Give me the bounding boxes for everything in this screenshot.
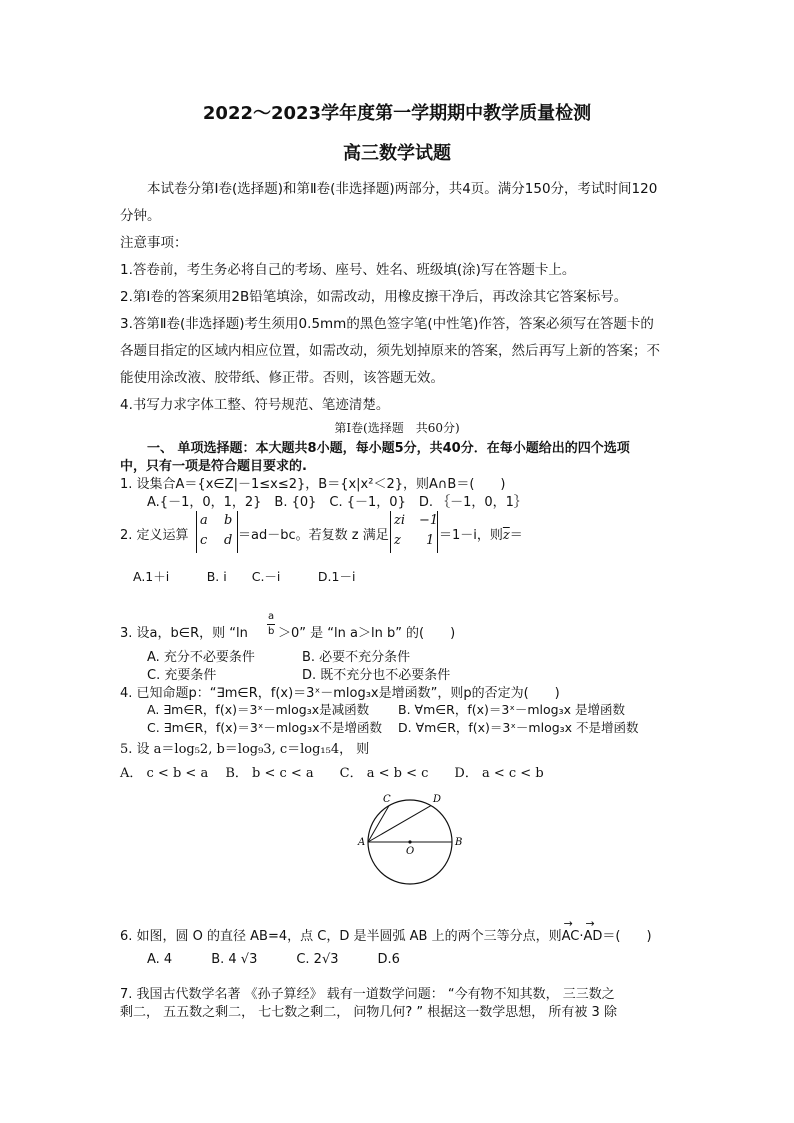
det2-zi: zi	[394, 513, 406, 528]
det1-c: c	[200, 533, 208, 548]
q4-option-d: D. ∀m∈R，f(x)＝3ˣ－mlog₃x 不是增函数	[398, 720, 639, 735]
notice-item-1: 1.答卷前，考生务必将自己的考场、座号、姓名、班级填(涂)写在答题卡上。	[120, 262, 576, 278]
q3-frac-denominator: b	[268, 626, 275, 637]
q6-stem-pre: 6. 如图，圆 O 的直径 AB=4，点 C，D 是半圆弧 AB 上的两个三等分点，则	[120, 929, 562, 944]
q4-option-a: A. ∃m∈R，f(x)＝3ˣ－mlog₃x是减函数	[147, 702, 370, 717]
q7-line-2: 剩二， 五五数之剩二， 七七数之剩二， 问物几何? ” 根据这一数学思想， 所有被 3 除	[120, 1005, 617, 1020]
q3-option-d: D. 既不充分也不必要条件	[302, 668, 451, 683]
q5-stem: 5. 设 a＝log₅2, b＝log₉3, c＝log₁₅4， 则	[120, 742, 370, 757]
q2-z-conjugate: $\overline{z}$	[502, 528, 510, 543]
q3-option-c: C. 充要条件	[147, 668, 217, 683]
q2-determinant-1	[196, 511, 238, 553]
q5-options: A． c < b < a B． b < c < a C． a < b < c D． a < c < b	[120, 766, 544, 781]
q3-frac-bar	[267, 624, 275, 625]
q2-equals: ＝	[509, 528, 523, 543]
label-a: A	[358, 837, 366, 848]
det2-neg1: −1	[419, 513, 439, 528]
intro-line-2: 分钟。	[120, 208, 161, 224]
q6-dot: ·	[579, 929, 584, 944]
label-b: B	[455, 837, 463, 848]
section-header: 第Ⅰ卷(选择题 共60分)	[334, 421, 460, 435]
q4-stem: 4. 已知命题p：“∃m∈R，f(x)＝3ˣ－mlog₃x是增函数”，则p的否定为( )	[120, 686, 560, 701]
det2-z: z	[394, 533, 401, 548]
q1-options: A.{－1，0，1，2} B. {0} C. {－1，0} D. ｛－1，0，1｝	[147, 495, 527, 510]
segment-ad	[368, 806, 431, 842]
notice-item-3-line-2: 各题目指定的区域内相应位置，如需改动，须先划掉原来的答案，然后再写上新的答案；不	[120, 343, 660, 359]
q6-vector-ac: → AC	[562, 929, 580, 944]
q3-option-a: A. 充分不必要条件	[147, 650, 255, 665]
label-d: D	[433, 794, 442, 805]
exam-title: 2022～2023学年度第一学期期中教学质量检测	[202, 103, 592, 124]
q6-options: A. 4 B. 4 √3 C. 2√3 D.6	[147, 952, 400, 967]
det1-d: d	[224, 533, 233, 548]
notice-heading: 注意事项：	[120, 235, 188, 251]
notice-item-3-line-3: 能使用涂改液、胶带纸、修正带。否则，该答题无效。	[120, 370, 444, 386]
q2-options: A.1＋i B. i C.－i D.1－i	[133, 569, 356, 584]
q4-option-c: C. ∃m∈R，f(x)＝3ˣ－mlog₃x不是增函数	[147, 720, 383, 735]
label-o: O	[406, 846, 415, 857]
section-instructions-line-2: 中，只有一项是符合题目要求的.	[120, 459, 307, 474]
notice-item-3-line-1: 3.答第Ⅱ卷(非选择题)考生须用0.5mm的黑色签字笔(中性笔)作答，答案必须写在答题卡的	[120, 316, 654, 332]
label-c: C	[383, 794, 391, 805]
q6-vector-ad: → AD	[583, 929, 602, 944]
section-instructions-line-1: 一、 单项选择题：本大题共8小题，每小题5分，共40分．在每小题给出的四个选项	[147, 441, 630, 456]
q3-stem-pre: 3. 设a，b∈R，则 “ln	[120, 626, 248, 641]
q2-middle: ＝ad－bc。若复数 z 满足	[238, 528, 389, 543]
q3-stem-post: ＞0” 是 “ln a＞ln b” 的( )	[278, 626, 456, 641]
notice-item-2: 2.第Ⅰ卷的答案须用2B铅笔填涂，如需改动，用橡皮擦干净后，再改涂其它答案标号。	[120, 289, 628, 305]
det1-b: b	[224, 513, 233, 528]
q2-determinant-2	[390, 511, 438, 553]
exam-subtitle: 高三数学试题	[343, 143, 451, 164]
q3-frac-numerator: a	[268, 611, 275, 622]
q7-line-1: 7. 我国古代数学名著 《孙子算经》 载有一道数学问题： “今有物不知其数， 三三数之	[120, 987, 615, 1002]
center-point	[408, 840, 411, 843]
q4-option-b: B. ∀m∈R，f(x)＝3ˣ－mlog₃x 是增函数	[398, 702, 625, 717]
q2-prefix: 2. 定义运算	[120, 528, 189, 543]
intro-line-1: 本试卷分第Ⅰ卷(选择题)和第Ⅱ卷(非选择题)两部分，共4页。满分150分，考试时间120	[147, 181, 658, 197]
det2-one: 1	[426, 533, 435, 548]
det1-a: a	[200, 513, 208, 528]
circle-figure	[355, 789, 465, 899]
notice-item-4: 4.书写力求字体工整、符号规范、笔迹清楚。	[120, 397, 390, 413]
q2-suffix: ＝1－i，则	[439, 528, 503, 543]
segment-ac	[368, 806, 389, 842]
q6-stem-post: ＝( )	[602, 929, 652, 944]
q1-stem: 1. 设集合A＝{x∈Z|－1≤x≤2}，B＝{x|x²＜2}，则A∩B＝( )	[120, 477, 506, 492]
q3-option-b: B. 必要不充分条件	[302, 650, 411, 665]
